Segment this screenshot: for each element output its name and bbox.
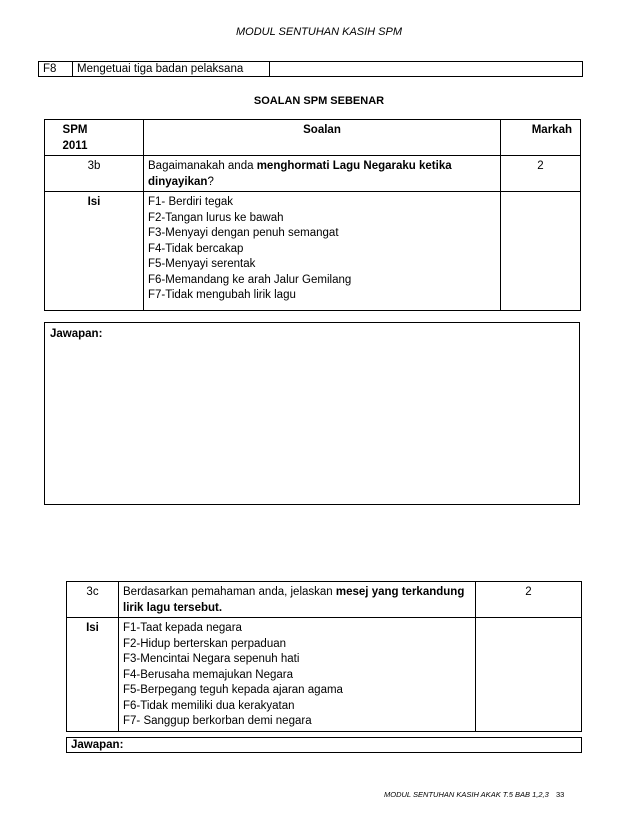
list-item: F2-Hidup berterskan perpaduan bbox=[123, 637, 287, 650]
isi-marks-empty bbox=[501, 192, 581, 311]
answer-box-3c[interactable] bbox=[66, 737, 582, 753]
header-question: Soalan bbox=[144, 120, 501, 156]
question-table-3c bbox=[66, 581, 582, 732]
list-item: F3-Menyayi dengan penuh semangat bbox=[148, 227, 339, 239]
list-item: F7-Tidak mengubah lirik lagu bbox=[148, 289, 296, 301]
list-item: F1- Berdiri tegak bbox=[148, 196, 234, 208]
question-text: Berdasarkan pemahaman anda, jelaskan mesej yang terkandung lirik lagu tersebut. bbox=[119, 582, 476, 618]
page-footer: MODUL SENTUHAN KASIH AKAK T.5 BAB 1,2,3 bbox=[384, 790, 549, 799]
answer-label: Jawapan: bbox=[50, 328, 103, 340]
table-row bbox=[45, 156, 581, 192]
list-item: F5-Berpegang teguh kepada ajaran agama bbox=[123, 684, 343, 696]
question-text: Bagaimanakah anda menghormati Lagu Negaraku ketika dinyayikan? bbox=[144, 156, 501, 192]
table-row bbox=[45, 192, 581, 311]
list-item: F4-Tidak bercakap bbox=[148, 242, 244, 255]
row-extra bbox=[270, 62, 583, 77]
question-number: 3b bbox=[45, 156, 144, 192]
table-row bbox=[67, 582, 582, 618]
answer-label: Jawapan: bbox=[71, 739, 124, 751]
list-item: F7- Sanggup berkorban demi negara bbox=[123, 715, 312, 727]
list-item: F5-Menyayi serentak bbox=[148, 258, 256, 270]
answer-box-3b[interactable] bbox=[44, 322, 580, 505]
list-item: F6-Tidak memiliki dua kerakyatan bbox=[123, 699, 295, 712]
isi-points bbox=[119, 618, 476, 732]
table-row bbox=[39, 62, 583, 77]
list-item: F1-Taat kepada negara bbox=[123, 622, 242, 634]
table-row bbox=[67, 618, 582, 732]
list-item: F2-Tangan lurus ke bawah bbox=[148, 211, 284, 224]
isi-label: Isi bbox=[45, 192, 144, 311]
row-code: F8 bbox=[39, 62, 73, 77]
row-text: Mengetuai tiga badan pelaksana bbox=[73, 62, 270, 77]
question-table-3b bbox=[44, 119, 581, 311]
question-number: 3c bbox=[67, 582, 119, 618]
header-marks: Markah bbox=[501, 120, 581, 156]
isi-label: Isi bbox=[67, 618, 119, 732]
list-item: F6-Memandang ke arah Jalur Gemilang bbox=[148, 273, 352, 286]
question-marks: 2 bbox=[476, 582, 582, 618]
list-item: F3-Mencintai Negara sepenuh hati bbox=[123, 653, 300, 665]
page-header: MODUL SENTUHAN KASIH SPM bbox=[235, 26, 403, 38]
header-row bbox=[45, 120, 581, 156]
page-number: 33 bbox=[556, 790, 565, 799]
question-marks: 2 bbox=[501, 156, 581, 192]
isi-points bbox=[144, 192, 501, 311]
previous-row-table bbox=[38, 61, 583, 77]
section-title: SOALAN SPM SEBENAR bbox=[253, 95, 385, 107]
header-year: SPM 2011 bbox=[45, 120, 144, 156]
list-item: F4-Berusaha memajukan Negara bbox=[123, 668, 294, 681]
isi-marks-empty bbox=[476, 618, 582, 732]
